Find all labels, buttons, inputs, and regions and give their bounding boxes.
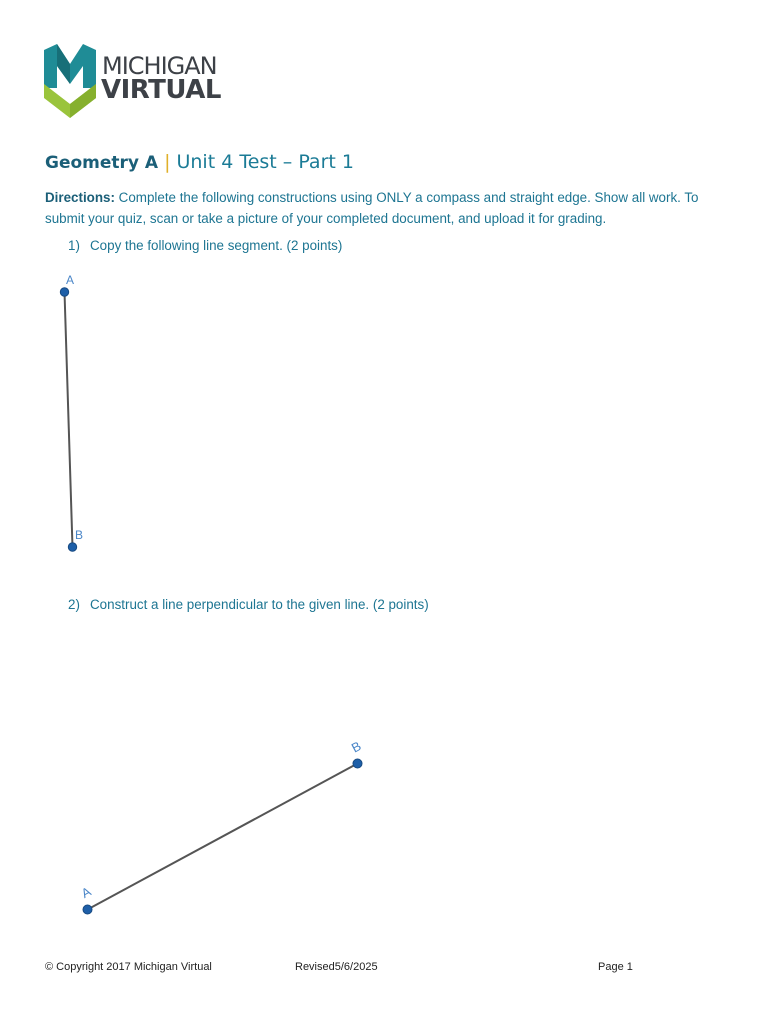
point-a-1 [60,288,68,296]
michigan-virtual-logo-icon [44,44,100,122]
point-a-2 [83,905,92,914]
segment-ab-1 [65,292,73,547]
title-separator: | [164,151,171,173]
footer-copyright: © Copyright 2017 Michigan Virtual [45,961,212,973]
segment-ab-2 [88,764,358,910]
directions-text: Complete the following constructions using ONLY a compass and straight edge. Show all work. To submit your quiz, scan or take a picture of your completed document, and upload it for grading. [45,190,699,226]
logo-text-virtual: VIRTUAL [101,75,221,105]
segment-ab-figure-1 [0,260,200,570]
question-2-number: 2) [68,597,80,612]
question-1 [68,238,342,253]
directions-paragraph [45,187,735,229]
question-1-text: Copy the following line segment. (2 points) [90,238,343,253]
test-title: Unit 4 Test – Part 1 [176,151,354,173]
footer-revised-date: Revised5/6/2025 [295,961,378,973]
segment-ab-figure-2 [0,730,420,930]
course-name: Geometry A [45,153,159,173]
question-1-number: 1) [68,238,80,253]
logo-text-michigan: MICHIGAN [102,52,217,80]
directions-label: Directions: [45,190,115,205]
footer-page-number: Page 1 [598,961,633,973]
point-b-2 [353,759,362,768]
michigan-virtual-logo [44,44,234,122]
question-2-text: Construct a line perpendicular to the given line. (2 points) [90,597,429,612]
point-a-2-label: A [78,883,94,902]
page-title [45,151,354,173]
point-a-1-label: A [66,273,75,287]
point-b-2-label: B [348,738,364,756]
point-b-1-label: B [75,528,84,542]
question-2 [68,597,429,612]
point-b-1 [68,543,76,551]
